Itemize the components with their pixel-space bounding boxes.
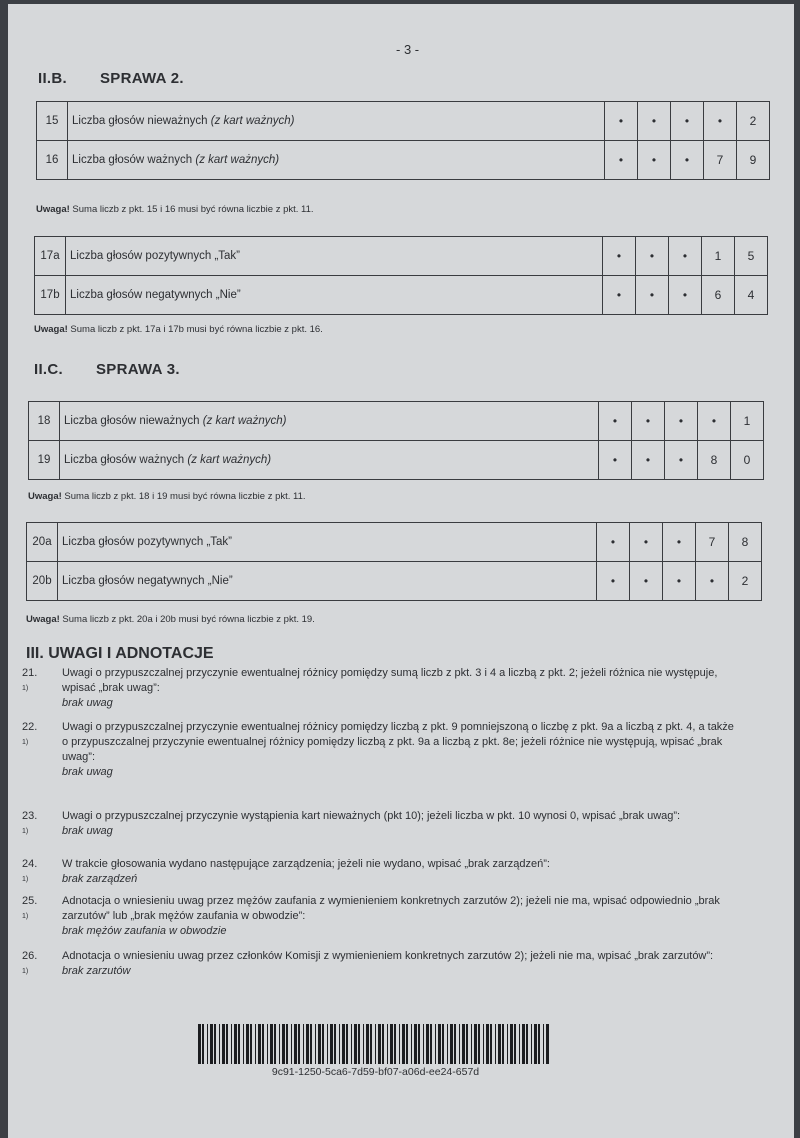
row-label-text: Liczba głosów pozytywnych „Tak” [70, 250, 241, 262]
digit-cell: • [665, 441, 698, 480]
row-number: 17a [35, 237, 66, 276]
table-row [35, 276, 768, 315]
row-label-note: (z kart ważnych) [210, 115, 295, 127]
row-label-text: Liczba głosów nieważnych [72, 115, 208, 127]
page-number: - 3 - [396, 42, 420, 57]
row-number: 18 [29, 402, 60, 441]
digit-cell: • [630, 562, 663, 601]
digit-cell: 0 [731, 441, 764, 480]
remark-number: 22. $^{1)}$ [22, 721, 38, 746]
digit-cell: 1 [731, 402, 764, 441]
digit-cell: • [663, 562, 696, 601]
digit-cell: • [599, 402, 632, 441]
row-label [66, 276, 603, 315]
digit-cell: 7 [696, 523, 729, 562]
row-label-note: (z kart ważnych) [202, 415, 287, 427]
row-label-text: Liczba głosów nieważnych [64, 415, 200, 427]
digit-cell: 7 [704, 141, 737, 180]
table-row [35, 237, 768, 276]
remark-text: Adnotacja o wniesieniu uwag przez członków Komisji z wymienieniem konkretnych zarzutów 2); jeżeli nie ma, wpisać „brak zarzutów”: [62, 950, 714, 962]
digit-cell: • [597, 562, 630, 601]
row-number: 20a [27, 523, 58, 562]
digit-cell: • [603, 237, 636, 276]
row-label [58, 523, 597, 562]
digit-cell: • [696, 562, 729, 601]
note-sum-20a-20b: Uwaga! Suma liczb z pkt. 20a i 20b musi być równa liczbie z pkt. 19. [26, 614, 315, 625]
digit-cell: • [671, 102, 704, 141]
row-label [66, 237, 603, 276]
row-label-note: (z kart ważnych) [195, 154, 280, 166]
row-label [68, 102, 605, 141]
section-title: SPRAWA 3. [96, 361, 180, 378]
row-label-text: Liczba głosów negatywnych „Nie” [70, 289, 241, 301]
digit-cell: • [704, 102, 737, 141]
barcode-text: 9c91-1250-5ca6-7d59-bf07-a06d-ee24-657d [271, 1066, 480, 1078]
remark-text: Uwagi o przypuszczalnej przyczynie ewentualnej różnicy pomiędzy sumą liczb z pkt. 3 i 4 a liczbą z pkt. 2; jeżeli różnica nie występuje, wpisać „brak uwag”: [62, 667, 718, 694]
digit-cell: • [698, 402, 731, 441]
section-heading-iib [38, 70, 184, 87]
section-title: SPRAWA 2. [100, 70, 184, 87]
remark-text: Adnotacja o wniesieniu uwag przez mężów zaufania z wymienieniem konkretnych zarzutów 2); jeżeli nie ma, wpisać odpowiednio „brak zarzutów” lub „brak mężów zaufania w obwodzie”: [62, 895, 720, 922]
digit-cell: 4 [735, 276, 768, 315]
remark-answer: brak uwag [62, 697, 113, 709]
section-code: II.B. [38, 70, 68, 87]
digit-cell: 6 [702, 276, 735, 315]
table-row [27, 562, 762, 601]
digit-cell: 2 [737, 102, 770, 141]
row-label-text: Liczba głosów ważnych [72, 154, 193, 166]
remark-number: 21. $^{1)}$ [22, 667, 38, 692]
digit-cell: 8 [729, 523, 762, 562]
remark-answer: brak zarzutów [62, 965, 131, 977]
row-number: 17b [35, 276, 66, 315]
table-row [37, 141, 770, 180]
remark-answer: brak uwag [62, 825, 113, 837]
remark-number: 25. $^{1)}$ [22, 895, 38, 920]
table-row [37, 102, 770, 141]
vote-table-sprawa-2 [36, 101, 770, 180]
digit-cell: • [605, 102, 638, 141]
remark-number: 23. $^{1)}$ [22, 810, 38, 835]
row-label [58, 562, 597, 601]
note-sum-18-19: Uwaga! Suma liczb z pkt. 18 i 19 musi być równa liczbie z pkt. 11. [28, 491, 306, 502]
vote-table-sprawa-3-answers [26, 522, 762, 601]
note-sum-17a-17b: Uwaga! Suma liczb z pkt. 17a i 17b musi być równa liczbie z pkt. 16. [34, 324, 323, 335]
digit-cell: • [636, 237, 669, 276]
table-row [29, 402, 764, 441]
remark-answer: brak mężów zaufania w obwodzie [62, 925, 227, 937]
digit-cell: • [638, 141, 671, 180]
digit-cell: • [603, 276, 636, 315]
note-sum-15-16: Uwaga! Suma liczb z pkt. 15 i 16 musi być równa liczbie z pkt. 11. [36, 204, 314, 215]
digit-cell: • [663, 523, 696, 562]
row-label [60, 441, 599, 480]
digit-cell: • [630, 523, 663, 562]
remark-text: Uwagi o przypuszczalnej przyczynie ewentualnej różnicy pomiędzy liczbą z pkt. 9 pomniejszoną o liczbę z pkt. 9a a liczbą z pkt. 4, a także o przypuszczalnej przyczynie ewentualnej różnicy pomiędzy liczbą z pkt. 9a a liczbą z pkt. 8e; jeżeli różnice nie występują, wpisać „brak uwag”: [62, 721, 734, 763]
digit-cell: • [632, 402, 665, 441]
digit-cell: • [605, 141, 638, 180]
remark-number: 24. $^{1)}$ [22, 858, 38, 883]
barcode [198, 1024, 553, 1064]
row-label-text: Liczba głosów negatywnych „Nie” [62, 575, 233, 587]
row-number: 16 [37, 141, 68, 180]
remark-text: W trakcie głosowania wydano następujące zarządzenia; jeżeli nie wydano, wpisać „brak zarządzeń”: [62, 858, 550, 870]
digit-cell: 5 [735, 237, 768, 276]
digit-cell: 8 [698, 441, 731, 480]
row-label [60, 402, 599, 441]
digit-cell: • [597, 523, 630, 562]
digit-cell: • [671, 141, 704, 180]
digit-cell: 1 [702, 237, 735, 276]
table-row [29, 441, 764, 480]
digit-cell: • [665, 402, 698, 441]
row-label-text: Liczba głosów ważnych [64, 454, 185, 466]
row-number: 15 [37, 102, 68, 141]
document-page [8, 4, 794, 1138]
digit-cell: • [669, 237, 702, 276]
digit-cell: 2 [729, 562, 762, 601]
row-number: 19 [29, 441, 60, 480]
row-label-note: (z kart ważnych) [187, 454, 272, 466]
table-row [27, 523, 762, 562]
digit-cell: • [636, 276, 669, 315]
digit-cell: • [669, 276, 702, 315]
remark-answer: brak zarządzeń [62, 873, 138, 885]
section-code: II.C. [34, 361, 64, 378]
remark-number: 26. $^{1)}$ [22, 950, 38, 975]
digit-cell: • [638, 102, 671, 141]
section-heading-iii: III. UWAGI I ADNOTACJE [26, 645, 214, 662]
row-number: 20b [27, 562, 58, 601]
row-label-text: Liczba głosów pozytywnych „Tak” [62, 536, 233, 548]
section-heading-iic [34, 361, 180, 378]
digit-cell: • [599, 441, 632, 480]
row-label [68, 141, 605, 180]
remark-text: Uwagi o przypuszczalnej przyczynie wystąpienia kart nieważnych (pkt 10); jeżeli liczba w pkt. 10 wynosi 0, wpisać „brak uwag”: [62, 810, 681, 822]
vote-table-sprawa-3 [28, 401, 764, 480]
digit-cell: • [632, 441, 665, 480]
vote-table-sprawa-2-answers [34, 236, 768, 315]
remark-answer: brak uwag [62, 766, 113, 778]
digit-cell: 9 [737, 141, 770, 180]
